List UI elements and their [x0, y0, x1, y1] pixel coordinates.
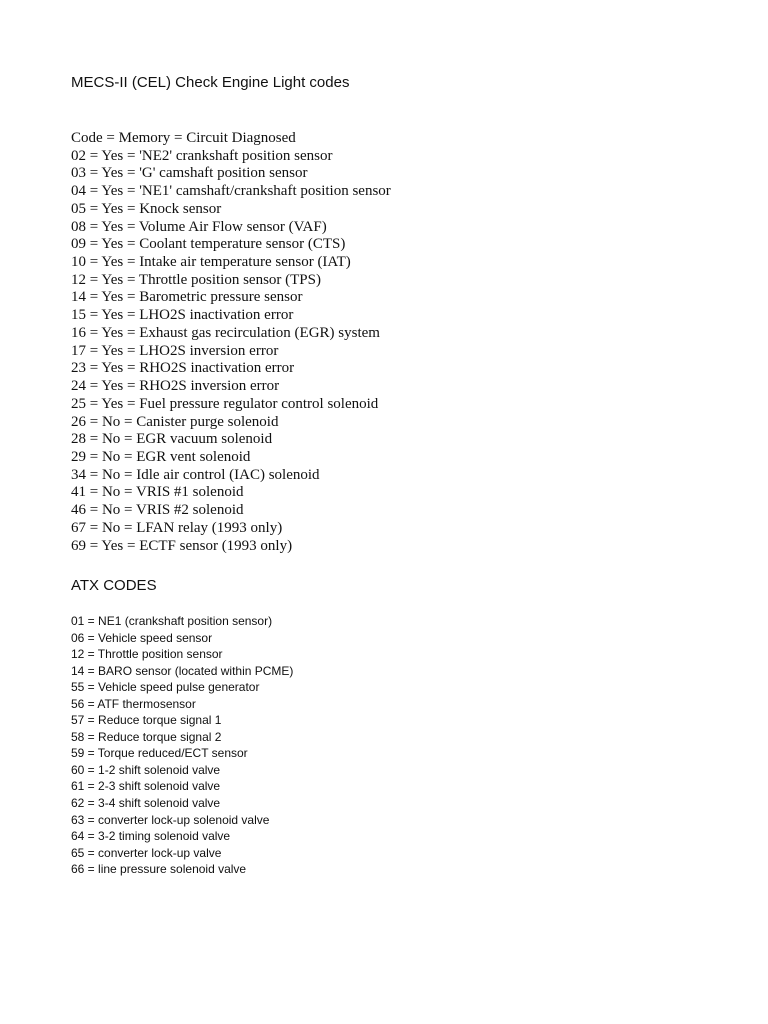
- mecs-code-item: 41 = No = VRIS #1 solenoid: [71, 484, 244, 501]
- mecs-code-item: 29 = No = EGR vent solenoid: [71, 448, 251, 465]
- mecs-code-item: 46 = No = VRIS #2 solenoid: [71, 502, 244, 519]
- atx-code-item: 55 = Vehicle speed pulse generator: [71, 680, 260, 695]
- mecs-code-list: [71, 130, 391, 555]
- atx-code-item: 60 = 1-2 shift solenoid valve: [71, 762, 221, 777]
- atx-code-item: 62 = 3-4 shift solenoid valve: [71, 796, 221, 811]
- mecs-code-item: 04 = Yes = 'NE1' camshaft/crankshaft position sensor: [71, 183, 391, 200]
- atx-code-item: 01 = NE1 (crankshaft position sensor): [71, 614, 273, 628]
- mecs-code-item: 28 = No = EGR vacuum solenoid: [71, 431, 273, 448]
- mecs-code-item: 02 = Yes = 'NE2' crankshaft position sensor: [71, 147, 333, 164]
- mecs-code-item: 17 = Yes = LHO2S inversion error: [71, 342, 279, 359]
- mecs-code-item: 26 = No = Canister purge solenoid: [71, 413, 279, 430]
- atx-code-item: 61 = 2-3 shift solenoid valve: [71, 779, 221, 794]
- atx-code-item: 14 = BARO sensor (located within PCME): [71, 663, 294, 678]
- page-title: MECS-II (CEL) Check Engine Light codes: [71, 74, 350, 91]
- atx-codes-heading: ATX CODES: [71, 577, 157, 594]
- mecs-code-item: 05 = Yes = Knock sensor: [71, 200, 222, 217]
- atx-code-item: 57 = Reduce torque signal 1: [71, 713, 222, 728]
- mecs-code-item: 03 = Yes = 'G' camshaft position sensor: [71, 165, 308, 182]
- mecs-code-item: 12 = Yes = Throttle position sensor (TPS): [71, 271, 321, 288]
- atx-code-item: 66 = line pressure solenoid valve: [71, 862, 247, 877]
- atx-code-item: 12 = Throttle position sensor: [71, 647, 223, 662]
- mecs-code-item: 10 = Yes = Intake air temperature sensor (IAT): [71, 254, 351, 271]
- mecs-code-item: 25 = Yes = Fuel pressure regulator control solenoid: [71, 395, 379, 412]
- atx-code-item: 63 = converter lock-up solenoid valve: [71, 812, 270, 827]
- mecs-code-item: 24 = Yes = RHO2S inversion error: [71, 378, 280, 395]
- mecs-code-item: 09 = Yes = Coolant temperature sensor (CTS): [71, 236, 346, 253]
- atx-code-item: 58 = Reduce torque signal 2: [71, 729, 222, 744]
- atx-code-item: 56 = ATF thermosensor: [71, 696, 196, 711]
- mecs-code-header: Code = Memory = Circuit Diagnosed: [71, 130, 296, 146]
- atx-code-list: [71, 613, 293, 878]
- mecs-code-item: 16 = Yes = Exhaust gas recirculation (EGR) system: [71, 324, 380, 341]
- mecs-code-item: 15 = Yes = LHO2S inactivation error: [71, 307, 294, 324]
- atx-code-item: 64 = 3-2 timing solenoid valve: [71, 829, 231, 844]
- mecs-code-item: 67 = No = LFAN relay (1993 only): [71, 519, 283, 536]
- mecs-code-item: 34 = No = Idle air control (IAC) solenoid: [71, 466, 320, 483]
- mecs-code-item: 14 = Yes = Barometric pressure sensor: [71, 289, 303, 306]
- atx-code-item: 06 = Vehicle speed sensor: [71, 630, 213, 645]
- mecs-code-item: 23 = Yes = RHO2S inactivation error: [71, 360, 295, 377]
- mecs-code-item: 08 = Yes = Volume Air Flow sensor (VAF): [71, 218, 327, 235]
- atx-code-item: 65 = converter lock-up valve: [71, 845, 222, 860]
- mecs-code-item: 69 = Yes = ECTF sensor (1993 only): [71, 537, 293, 554]
- atx-code-item: 59 = Torque reduced/ECT sensor: [71, 746, 248, 761]
